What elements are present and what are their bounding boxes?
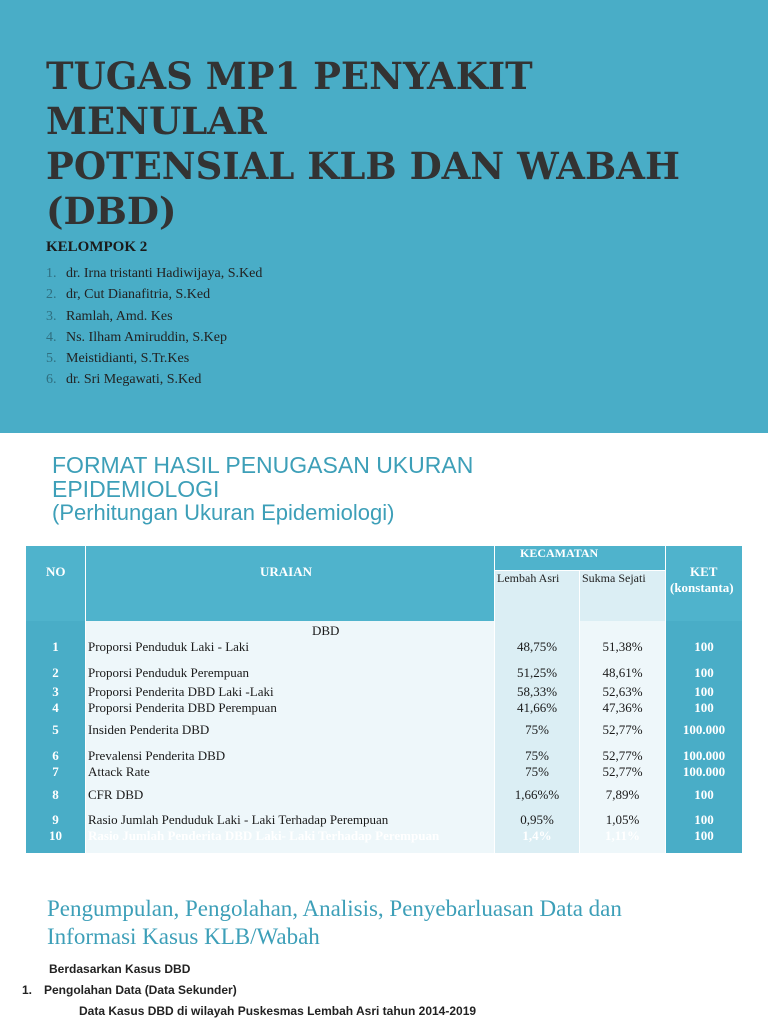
header-uraian: URAIAN [260, 564, 312, 579]
row-ket: 100.000 [682, 748, 726, 763]
row-no: 3 [52, 684, 59, 699]
row-no: 10 [49, 828, 62, 843]
epidemiology-table [26, 546, 742, 853]
member-item [46, 306, 262, 327]
member-name: dr. Sri Megawati, S.Ked [66, 372, 202, 388]
table-row [26, 764, 742, 780]
table-row [26, 787, 742, 803]
header-uraian-cell [86, 546, 494, 621]
row-uraian: Insiden Penderita DBD [88, 722, 210, 737]
row-sukma-sejati: 52,63% [602, 684, 643, 699]
slide-title-line: TUGAS MP1 PENYAKIT MENULAR [46, 54, 533, 143]
row-no: 1 [52, 639, 59, 654]
row-lembah-asri: 75% [525, 748, 549, 763]
row-uraian: Prevalensi Penderita DBD [88, 748, 226, 763]
table-row [26, 639, 742, 655]
row-no: 4 [52, 700, 59, 715]
table-row [26, 700, 742, 716]
row-uraian: Rasio Jumlah Penderita DBD Laki- Laki Terhadap Perempuan [88, 828, 440, 843]
step-label: Pengolahan Data (Data Sekunder) [44, 983, 237, 997]
member-item [46, 348, 262, 369]
row-ket: 100.000 [682, 764, 726, 779]
row-uraian: Attack Rate [88, 764, 150, 779]
row-sukma-sejati: 48,61% [602, 665, 643, 680]
row-lembah-asri: 0,95% [520, 812, 554, 827]
header-kecamatan-cell [495, 546, 665, 570]
row-no: 8 [52, 787, 59, 802]
slide-heading-line: Pengumpulan, Pengolahan, Analisis, Penyebarluasan Data dan [47, 896, 622, 921]
step-number: 1. [22, 983, 33, 997]
header-ket-note: (konstanta) [670, 580, 734, 595]
member-item [46, 327, 262, 348]
row-no: 7 [52, 764, 59, 779]
data-processing-slide [0, 853, 768, 1024]
table-row [26, 748, 742, 764]
step-item [22, 983, 237, 997]
row-ket: 100 [694, 665, 714, 680]
slide-heading-line: FORMAT HASIL PENUGASAN UKURAN [52, 452, 474, 478]
table-row [26, 828, 742, 844]
member-number: 4. [46, 329, 57, 345]
row-lembah-asri: 1,66%% [514, 787, 560, 802]
section-label: DBD [312, 623, 340, 638]
slide-title [46, 54, 746, 234]
member-number: 3. [46, 308, 57, 324]
slide-heading [47, 895, 622, 951]
row-uraian: Proporsi Penduduk Laki - Laki [88, 639, 250, 654]
row-lembah-asri: 48,75% [516, 639, 558, 654]
title-slide [0, 0, 768, 433]
member-number: 1. [46, 266, 57, 281]
member-number: 6. [46, 372, 57, 388]
table-row [26, 812, 742, 828]
row-uraian: CFR DBD [88, 787, 144, 802]
member-item [46, 284, 262, 305]
header-lembah-asri-cell [495, 571, 579, 621]
table-row [26, 722, 742, 738]
row-lembah-asri: 58,33% [516, 684, 558, 699]
slide-subheading: (Perhitungan Ukuran Epidemiologi) [52, 500, 395, 525]
row-ket: 100 [694, 787, 714, 802]
slide-title-line: POTENSIAL KLB DAN WABAH [46, 144, 680, 188]
row-ket: 100 [694, 812, 714, 827]
member-name: Ns. Ilham Amiruddin, S.Kep [66, 329, 227, 345]
member-number: 5. [46, 351, 57, 367]
row-sukma-sejati: 52,77% [602, 722, 643, 737]
row-sukma-sejati: 1,05% [605, 812, 640, 827]
slide-heading-line: EPIDEMIOLOGI [52, 476, 220, 502]
group-label: KELOMPOK 2 [46, 239, 148, 255]
header-no: NO [46, 564, 66, 579]
header-sukma-sejati: Sukma Sejati [582, 571, 646, 585]
row-no: 9 [52, 812, 59, 827]
row-sukma-sejati: 1,11% [604, 828, 641, 843]
member-name: Meistidianti, S.Tr.Kes [66, 351, 190, 367]
member-item [46, 263, 262, 284]
table-row [26, 665, 742, 681]
member-name: Ramlah, Amd. Kes [66, 308, 173, 324]
row-ket: 100 [694, 700, 714, 715]
row-no: 5 [52, 722, 59, 737]
slide-title-line: (DBD) [46, 189, 177, 233]
row-no: 6 [52, 748, 59, 763]
row-sukma-sejati: 51,38% [602, 639, 643, 654]
header-no-cell [26, 546, 85, 621]
header-ket-cell [666, 546, 742, 621]
epidemiology-slide [0, 433, 768, 853]
header-kecamatan: KECAMATAN [520, 546, 599, 560]
row-ket: 100 [694, 684, 714, 699]
basis-text: Berdasarkan Kasus DBD [49, 962, 191, 976]
slide-heading [52, 453, 473, 501]
row-sukma-sejati: 52,77% [602, 764, 643, 779]
header-sukma-sejati-cell [580, 571, 665, 621]
row-lembah-asri: 41,66% [516, 700, 558, 715]
header-lembah-asri: Lembah Asri [497, 571, 560, 585]
row-ket: 100.000 [682, 722, 726, 737]
row-uraian: Proporsi Penderita DBD Laki -Laki [88, 684, 274, 699]
row-ket: 100 [694, 828, 714, 843]
row-sukma-sejati: 47,36% [602, 700, 643, 715]
row-lembah-asri: 75% [525, 764, 549, 779]
member-name: dr, Cut Dianafitria, S.Ked [66, 287, 211, 303]
slide-heading-line: Informasi Kasus KLB/Wabah [47, 924, 320, 949]
member-item [46, 369, 262, 390]
row-ket: 100 [694, 639, 714, 654]
row-lembah-asri: 75% [525, 722, 549, 737]
row-uraian: Rasio Jumlah Penduduk Laki - Laki Terhadap Perempuan [88, 812, 389, 827]
row-sukma-sejati: 7,89% [605, 787, 640, 802]
member-name: dr. Irna tristanti Hadiwijaya, S.Ked [66, 266, 263, 281]
row-uraian: Proporsi Penderita DBD Perempuan [88, 700, 277, 715]
header-ket: KET [690, 564, 718, 579]
row-uraian: Proporsi Penduduk Perempuan [88, 665, 250, 680]
row-no: 2 [52, 665, 59, 680]
row-lembah-asri: 51,25% [516, 665, 558, 680]
member-list [46, 263, 262, 391]
member-number: 2. [46, 287, 57, 303]
row-sukma-sejati: 52,77% [602, 748, 643, 763]
table-row [26, 684, 742, 700]
data-caption: Data Kasus DBD di wilayah Puskesmas Lembah Asri tahun 2014-2019 [79, 1004, 477, 1018]
row-lembah-asri: 1,4% [522, 828, 552, 843]
